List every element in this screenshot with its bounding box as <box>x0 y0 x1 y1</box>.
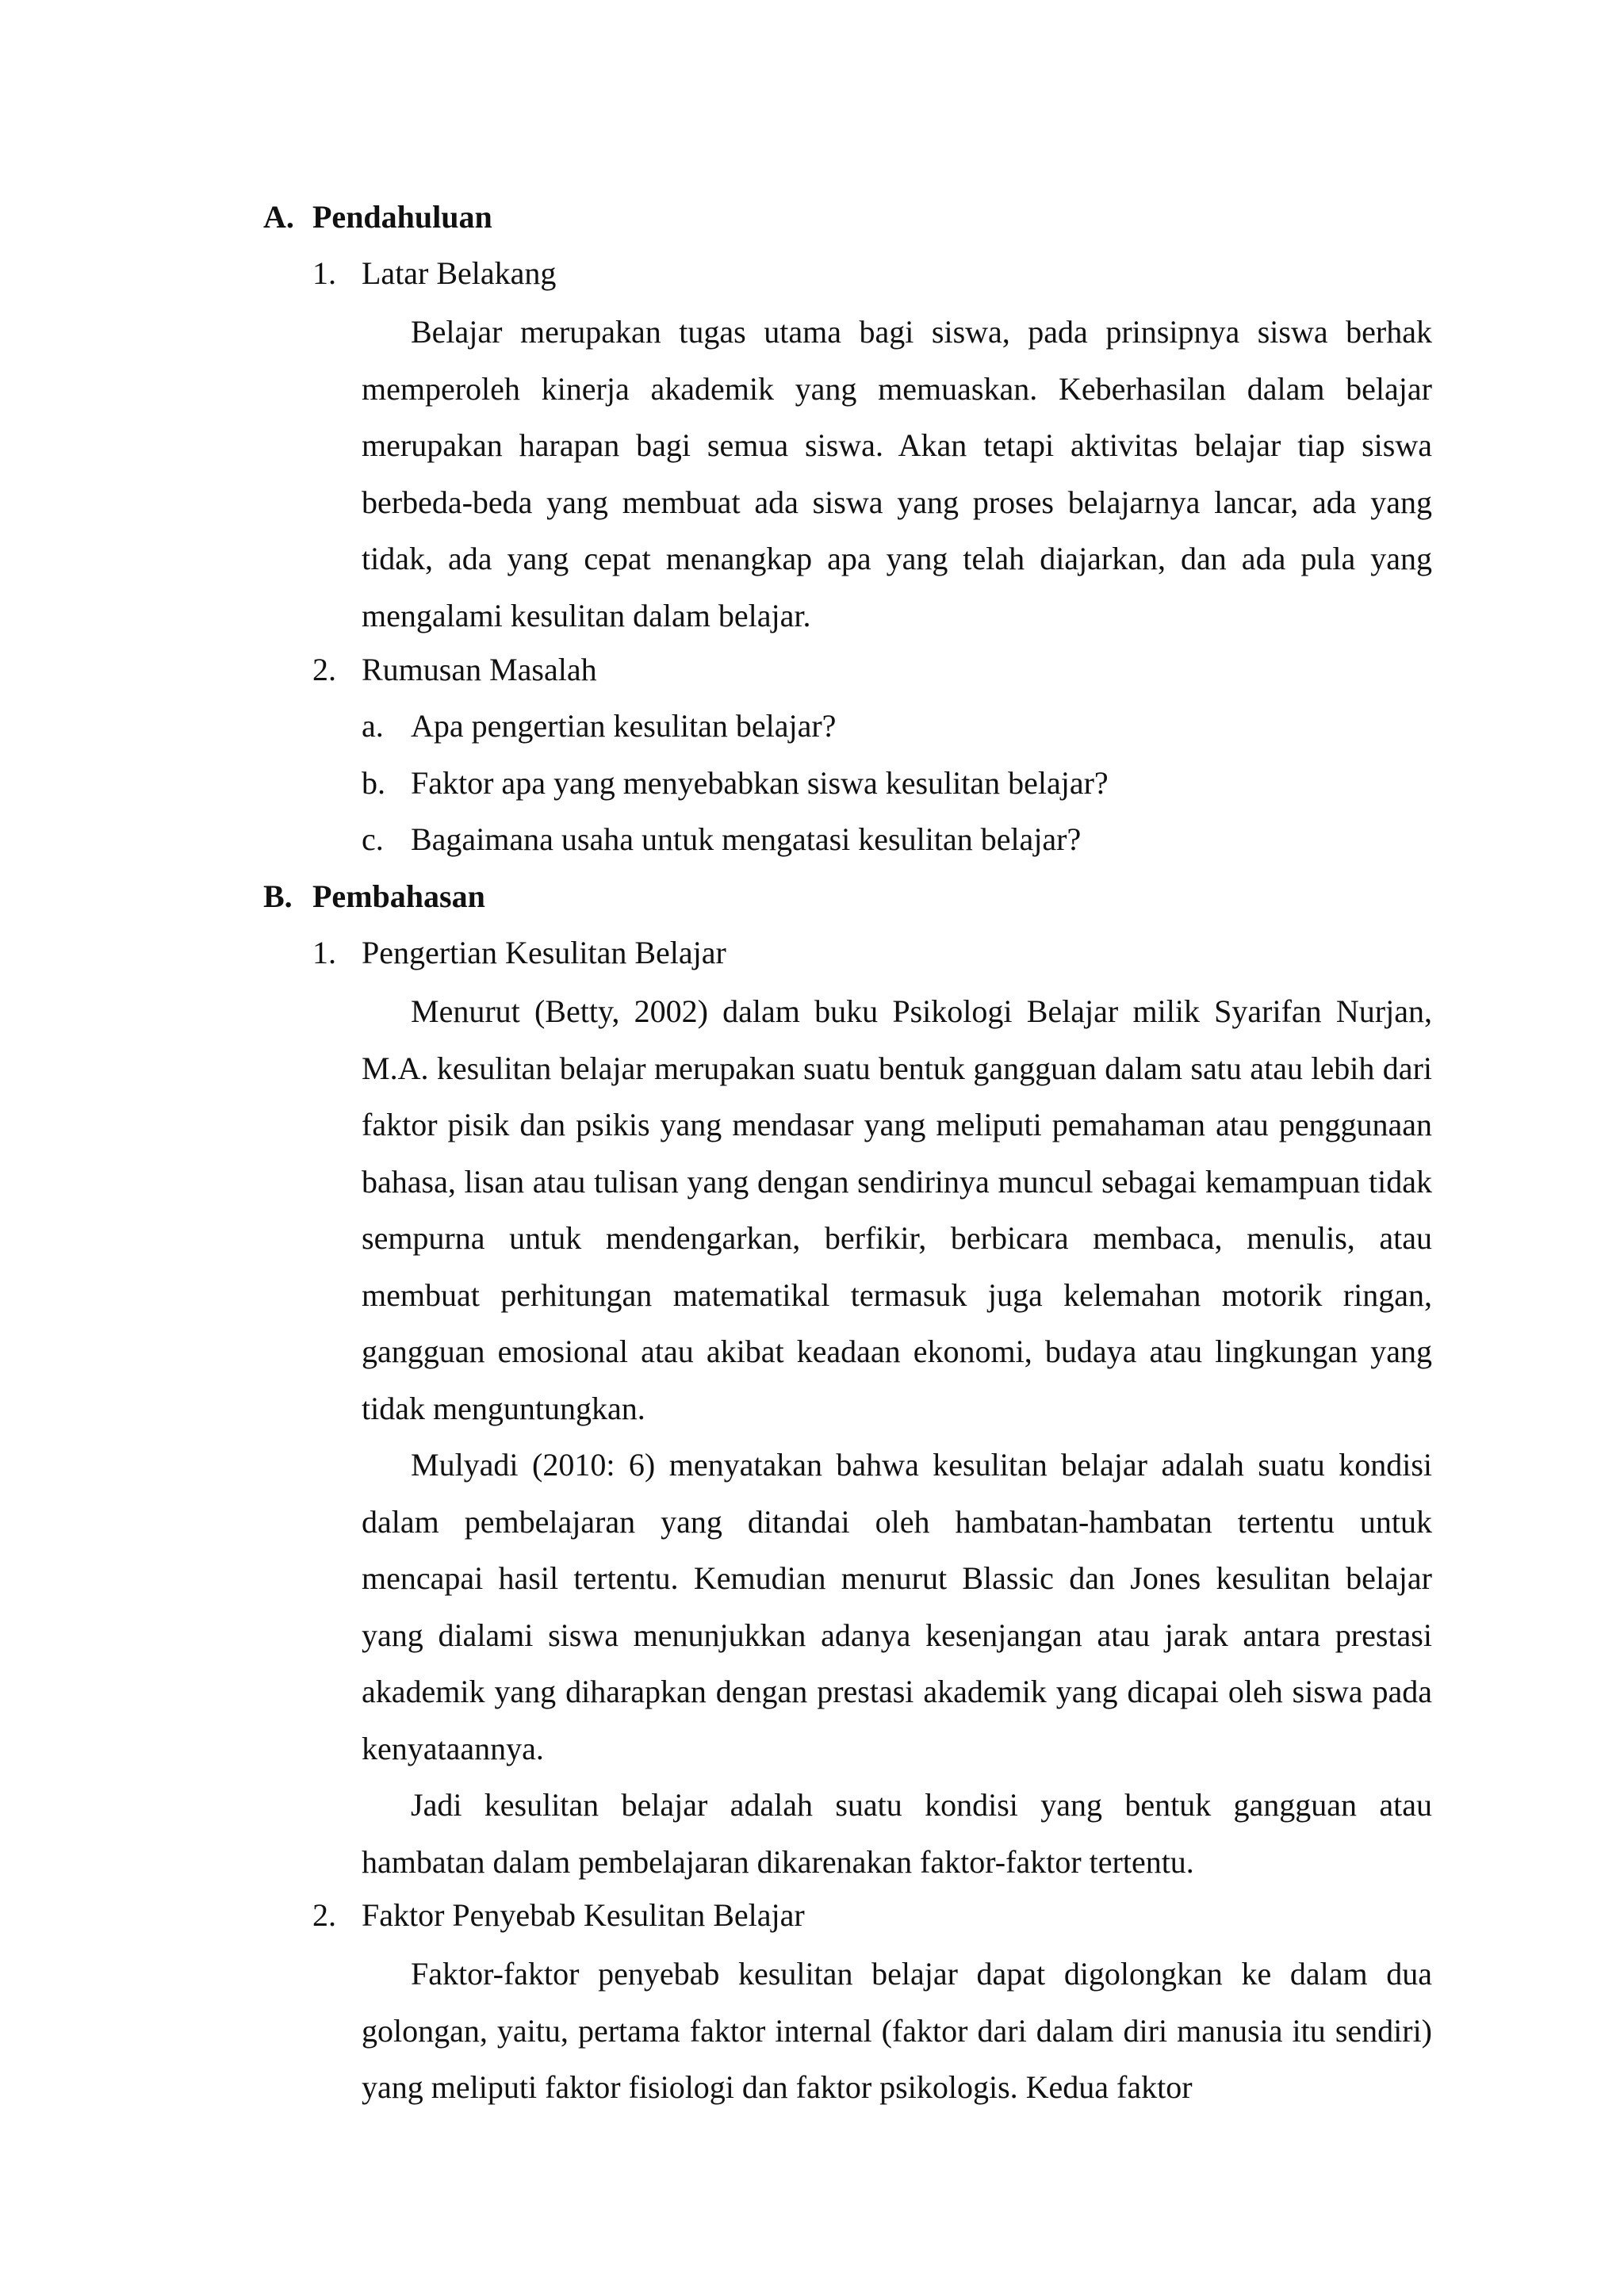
section-marker-b: B. <box>263 878 293 914</box>
item-title-faktor-penyebab: Faktor Penyebab Kesulitan Belajar <box>362 1897 805 1933</box>
subitem-letter-b: b. <box>362 765 385 801</box>
subitem-letter-a: a. <box>362 708 384 744</box>
paragraph-pengertian-2 <box>362 1437 1432 1777</box>
item-number-b2: 2. <box>312 1897 336 1933</box>
paragraph-text: Belajar merupakan tugas utama bagi siswa, pada prinsipnya siswa berhak memperoleh kinerja akademik yang memuaskan. Keberhasilan dalam belajar merupakan harapan bagi semua siswa. Akan tetapi aktivitas belajar tiap siswa berbeda-beda yang membuat ada siswa yang proses belajarnya lancar, ada yang tidak, ada yang cepat menangkap apa yang telah diajarkan, dan ada pula yang mengalami kesulitan dalam belajar. <box>362 314 1432 633</box>
subitem-text-c: Bagaimana usaha untuk mengatasi kesulitan belajar? <box>411 821 1082 857</box>
paragraph-latar-belakang <box>362 304 1432 644</box>
paragraph-text: Mulyadi (2010: 6) menyatakan bahwa kesulitan belajar adalah suatu kondisi dalam pembelajaran yang ditandai oleh hambatan-hambatan tertentu untuk mencapai hasil tertentu. Kemudian menurut Blassic dan Jones kesulitan belajar yang dialami siswa menunjukkan adanya kesenjangan atau jarak antara prestasi akademik yang diharapkan dengan prestasi akademik yang dicapai oleh siswa pada kenyataannya. <box>362 1447 1432 1766</box>
paragraph-pengertian-1 <box>362 983 1432 1437</box>
item-title-rumusan-masalah: Rumusan Masalah <box>362 652 597 687</box>
paragraph-text: Faktor-faktor penyebab kesulitan belajar dapat digolongkan ke dalam dua golongan, yaitu, pertama faktor internal (faktor dari dalam diri manusia itu sendiri) yang meliputi faktor fisiologi dan faktor psikologis. Kedua faktor <box>362 1956 1432 2105</box>
section-title-pembahasan: Pembahasan <box>312 878 485 914</box>
item-number-a1: 1. <box>312 255 336 291</box>
paragraph-text: Jadi kesulitan belajar adalah suatu kondisi yang bentuk gangguan atau hambatan dalam pembelajaran dikarenakan faktor-faktor tertentu. <box>362 1787 1432 1880</box>
paragraph-faktor-penyebab <box>362 1946 1432 2116</box>
section-title-pendahuluan: Pendahuluan <box>312 199 492 235</box>
item-title-latar-belakang: Latar Belakang <box>362 255 557 291</box>
subitem-text-b: Faktor apa yang menyebabkan siswa kesulitan belajar? <box>411 765 1109 801</box>
paragraph-text: Menurut (Betty, 2002) dalam buku Psikologi Belajar milik Syarifan Nurjan, M.A. kesulitan belajar merupakan suatu bentuk gangguan dalam satu atau lebih dari faktor pisik dan psikis yang mendasar yang meliputi pemahaman atau penggunaan bahasa, lisan atau tulisan yang dengan sendirinya muncul sebagai kemampuan tidak sempurna untuk mendengarkan, berfikir, berbicara membaca, menulis, atau membuat perhitungan matematikal termasuk juga kelemahan motorik ringan, gangguan emosional atau akibat keadaan ekonomi, budaya atau lingkungan yang tidak menguntungkan. <box>362 993 1432 1426</box>
item-number-a2: 2. <box>312 652 336 687</box>
item-number-b1: 1. <box>312 935 336 970</box>
item-title-pengertian: Pengertian Kesulitan Belajar <box>362 935 726 970</box>
subitem-text-a: Apa pengertian kesulitan belajar? <box>411 708 837 744</box>
subitem-letter-c: c. <box>362 821 384 857</box>
paragraph-pengertian-3 <box>362 1777 1432 1890</box>
section-marker-a: A. <box>263 199 294 235</box>
